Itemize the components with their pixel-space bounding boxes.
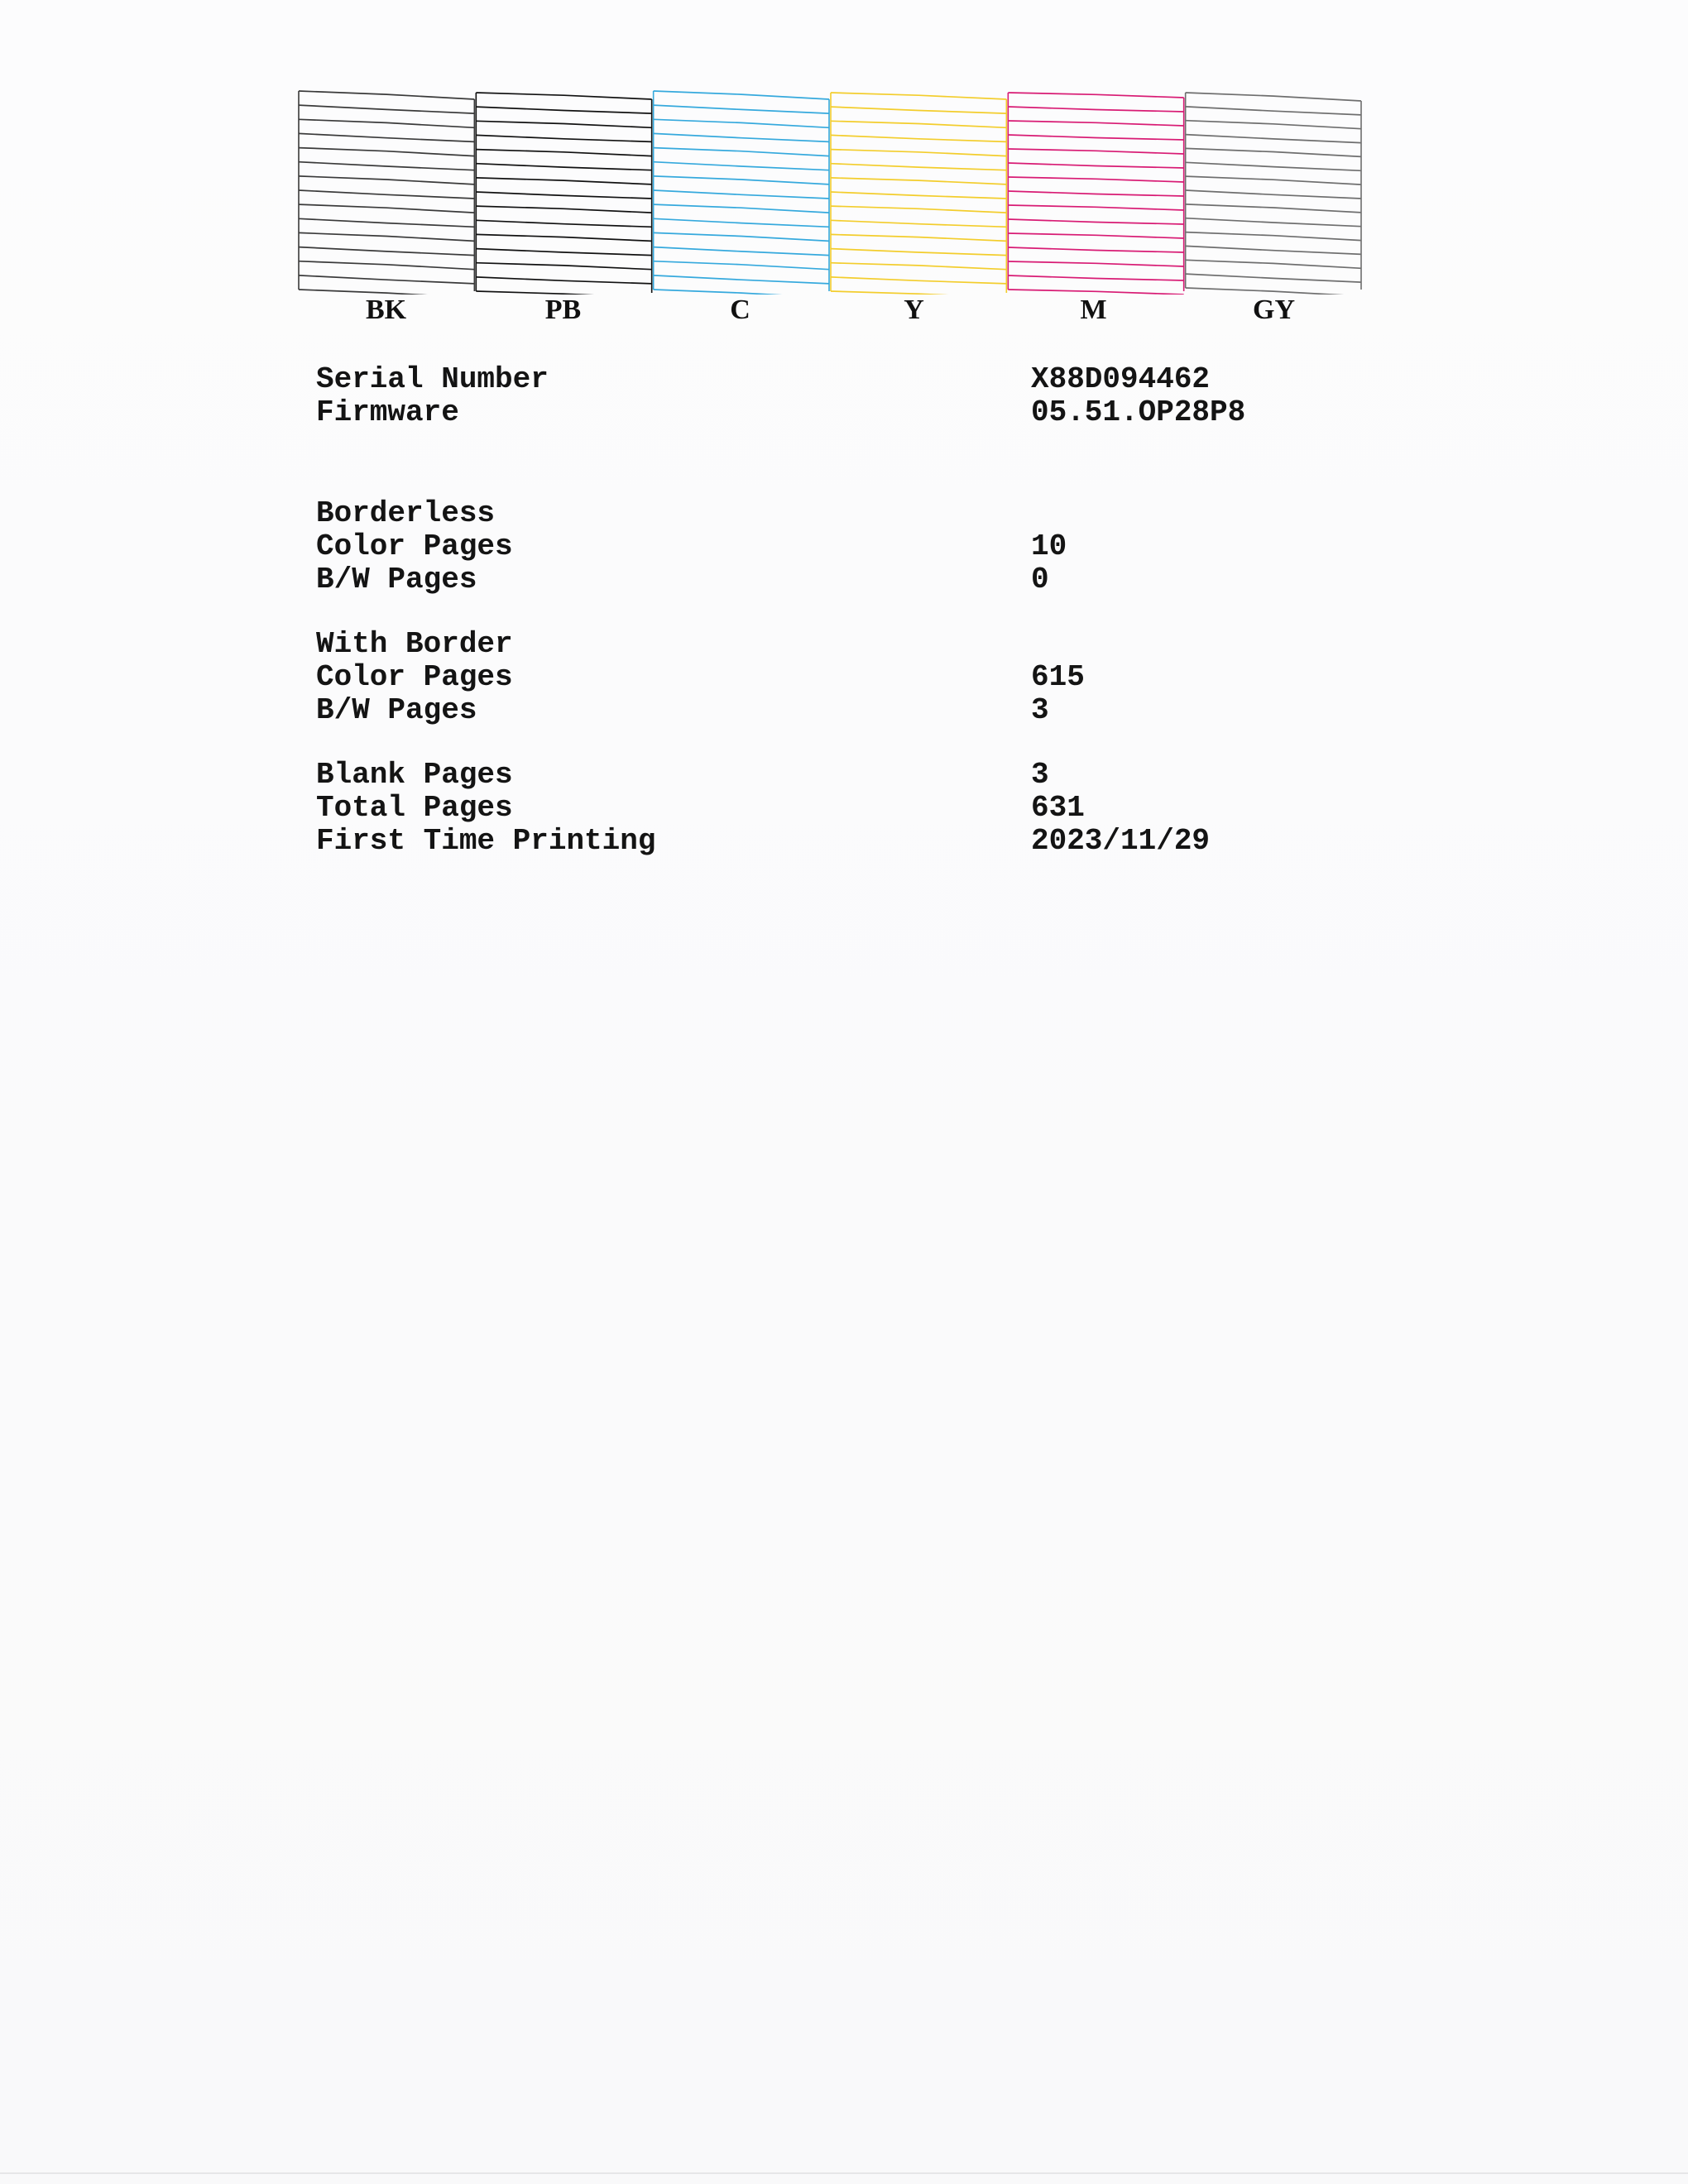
blank-pages-value: 3 xyxy=(1031,758,1049,792)
nozzle-line xyxy=(831,263,1006,270)
nozzle-line xyxy=(299,232,474,241)
nozzle-line xyxy=(654,232,829,241)
blank-pages-row xyxy=(316,758,1359,791)
nozzle-line xyxy=(831,150,1006,156)
color-label-gy: GY xyxy=(1253,295,1295,325)
nozzle-line xyxy=(654,105,829,113)
nozzle-line xyxy=(654,204,829,213)
nozzle-line xyxy=(831,277,1006,284)
nozzle-line xyxy=(1008,135,1183,140)
nozzle-line xyxy=(476,192,651,199)
firmware-row xyxy=(316,395,1359,429)
nozzle-line xyxy=(299,176,474,184)
nozzle-line xyxy=(476,220,651,227)
nozzle-line xyxy=(654,91,829,99)
nozzle-line xyxy=(654,218,829,227)
color-label-m: M xyxy=(1080,295,1107,325)
serial-number-row xyxy=(316,362,1359,395)
nozzle-line xyxy=(831,234,1006,241)
nozzle-line xyxy=(1186,190,1361,199)
total-pages-value: 631 xyxy=(1031,791,1085,825)
first-time-printing-value: 2023/11/29 xyxy=(1031,824,1211,858)
nozzle-line xyxy=(299,148,474,156)
nozzle-line xyxy=(654,247,829,256)
nozzle-line xyxy=(1186,260,1361,268)
nozzle-block-gy xyxy=(1186,93,1361,295)
nozzle-line xyxy=(1186,162,1361,170)
nozzle-line xyxy=(299,247,474,256)
nozzle-line xyxy=(831,192,1006,199)
nozzle-line xyxy=(1186,288,1361,295)
printer-info-report xyxy=(316,362,1359,857)
nozzle-line xyxy=(299,162,474,170)
color-label-y: Y xyxy=(904,295,924,325)
nozzle-line xyxy=(1008,163,1183,168)
borderless-bw-value: 0 xyxy=(1031,563,1049,596)
nozzle-line xyxy=(299,261,474,270)
borderless-color-label: Color Pages xyxy=(316,529,513,563)
borderless-heading-row xyxy=(316,496,1359,529)
nozzle-line xyxy=(299,133,474,141)
with-border-color-row xyxy=(316,660,1359,693)
nozzle-line xyxy=(831,206,1006,213)
nozzle-line xyxy=(1008,261,1183,266)
nozzle-line xyxy=(1008,219,1183,224)
nozzle-line xyxy=(299,190,474,199)
nozzle-line xyxy=(654,190,829,199)
page-bottom-edge xyxy=(0,2172,1688,2174)
nozzle-line xyxy=(299,204,474,213)
nozzle-line xyxy=(1186,121,1361,129)
nozzle-line xyxy=(654,162,829,170)
nozzle-line xyxy=(476,150,651,156)
nozzle-line xyxy=(476,107,651,113)
nozzle-line xyxy=(1186,176,1361,184)
nozzle-line xyxy=(1186,274,1361,282)
nozzle-line xyxy=(1008,121,1183,126)
total-pages-row xyxy=(316,791,1359,824)
nozzle-line xyxy=(1186,148,1361,156)
borderless-color-row xyxy=(316,529,1359,563)
first-time-printing-label: First Time Printing xyxy=(316,824,656,858)
with-border-color-value: 615 xyxy=(1031,660,1085,694)
blank-pages-label: Blank Pages xyxy=(316,758,513,792)
borderless-color-value: 10 xyxy=(1031,529,1067,563)
nozzle-line xyxy=(299,275,474,284)
nozzle-line xyxy=(831,93,1006,99)
nozzle-line xyxy=(831,107,1006,113)
nozzle-check-graphic xyxy=(298,88,1362,295)
nozzle-line xyxy=(476,164,651,170)
nozzle-line xyxy=(1008,191,1183,196)
nozzle-line xyxy=(476,93,651,99)
nozzle-line xyxy=(654,148,829,156)
nozzle-line xyxy=(1186,218,1361,227)
borderless-bw-row xyxy=(316,563,1359,596)
nozzle-line xyxy=(1008,93,1183,98)
nozzle-line xyxy=(831,164,1006,170)
color-label-pb: PB xyxy=(544,295,582,325)
nozzle-line xyxy=(476,135,651,141)
with-border-color-label: Color Pages xyxy=(316,660,513,694)
nozzle-line xyxy=(654,261,829,270)
nozzle-line xyxy=(476,206,651,213)
nozzle-line xyxy=(831,220,1006,227)
first-time-printing-row xyxy=(316,824,1359,857)
nozzle-line xyxy=(476,234,651,241)
nozzle-line xyxy=(299,218,474,227)
with-border-heading: With Border xyxy=(316,627,513,661)
nozzle-line xyxy=(1008,247,1183,252)
firmware-label: Firmware xyxy=(316,395,459,429)
nozzle-line xyxy=(831,135,1006,141)
color-label-bk: BK xyxy=(365,295,407,325)
nozzle-block-m xyxy=(1008,93,1183,295)
nozzle-color-labels xyxy=(298,295,1362,336)
nozzle-line xyxy=(476,277,651,284)
total-pages-label: Total Pages xyxy=(316,791,513,825)
with-border-bw-value: 3 xyxy=(1031,693,1049,727)
nozzle-block-pb xyxy=(476,93,651,295)
with-border-heading-row xyxy=(316,627,1359,660)
nozzle-line xyxy=(1008,233,1183,238)
nozzle-line xyxy=(1186,135,1361,143)
serial-number-value: X88D094462 xyxy=(1031,362,1211,396)
nozzle-line xyxy=(1008,149,1183,154)
with-border-bw-label: B/W Pages xyxy=(316,693,477,727)
nozzle-line xyxy=(654,119,829,127)
nozzle-line xyxy=(1186,246,1361,254)
nozzle-line xyxy=(1186,93,1361,101)
nozzle-line xyxy=(654,176,829,184)
nozzle-line xyxy=(1008,107,1183,112)
nozzle-line xyxy=(476,178,651,184)
serial-number-label: Serial Number xyxy=(316,362,549,396)
nozzle-line xyxy=(1186,107,1361,115)
nozzle-block-bk xyxy=(299,91,474,295)
nozzle-line xyxy=(654,133,829,141)
nozzle-line xyxy=(831,178,1006,184)
nozzle-check-pattern xyxy=(298,88,1362,295)
color-label-c: C xyxy=(730,295,750,325)
nozzle-line xyxy=(299,105,474,113)
nozzle-line xyxy=(299,119,474,127)
borderless-heading: Borderless xyxy=(316,496,496,530)
nozzle-block-c xyxy=(654,91,829,295)
nozzle-line xyxy=(476,263,651,270)
nozzle-line xyxy=(1186,232,1361,241)
with-border-bw-row xyxy=(316,693,1359,726)
nozzle-line xyxy=(299,91,474,99)
nozzle-line xyxy=(476,249,651,256)
nozzle-line xyxy=(1008,177,1183,182)
nozzle-line xyxy=(1008,275,1183,280)
firmware-value: 05.51.OP28P8 xyxy=(1031,395,1246,429)
nozzle-line xyxy=(1008,205,1183,210)
nozzle-line xyxy=(654,275,829,284)
nozzle-line xyxy=(831,249,1006,256)
nozzle-line xyxy=(831,121,1006,127)
borderless-bw-label: B/W Pages xyxy=(316,563,477,596)
nozzle-line xyxy=(476,121,651,127)
nozzle-block-y xyxy=(831,93,1006,295)
nozzle-line xyxy=(1186,204,1361,213)
